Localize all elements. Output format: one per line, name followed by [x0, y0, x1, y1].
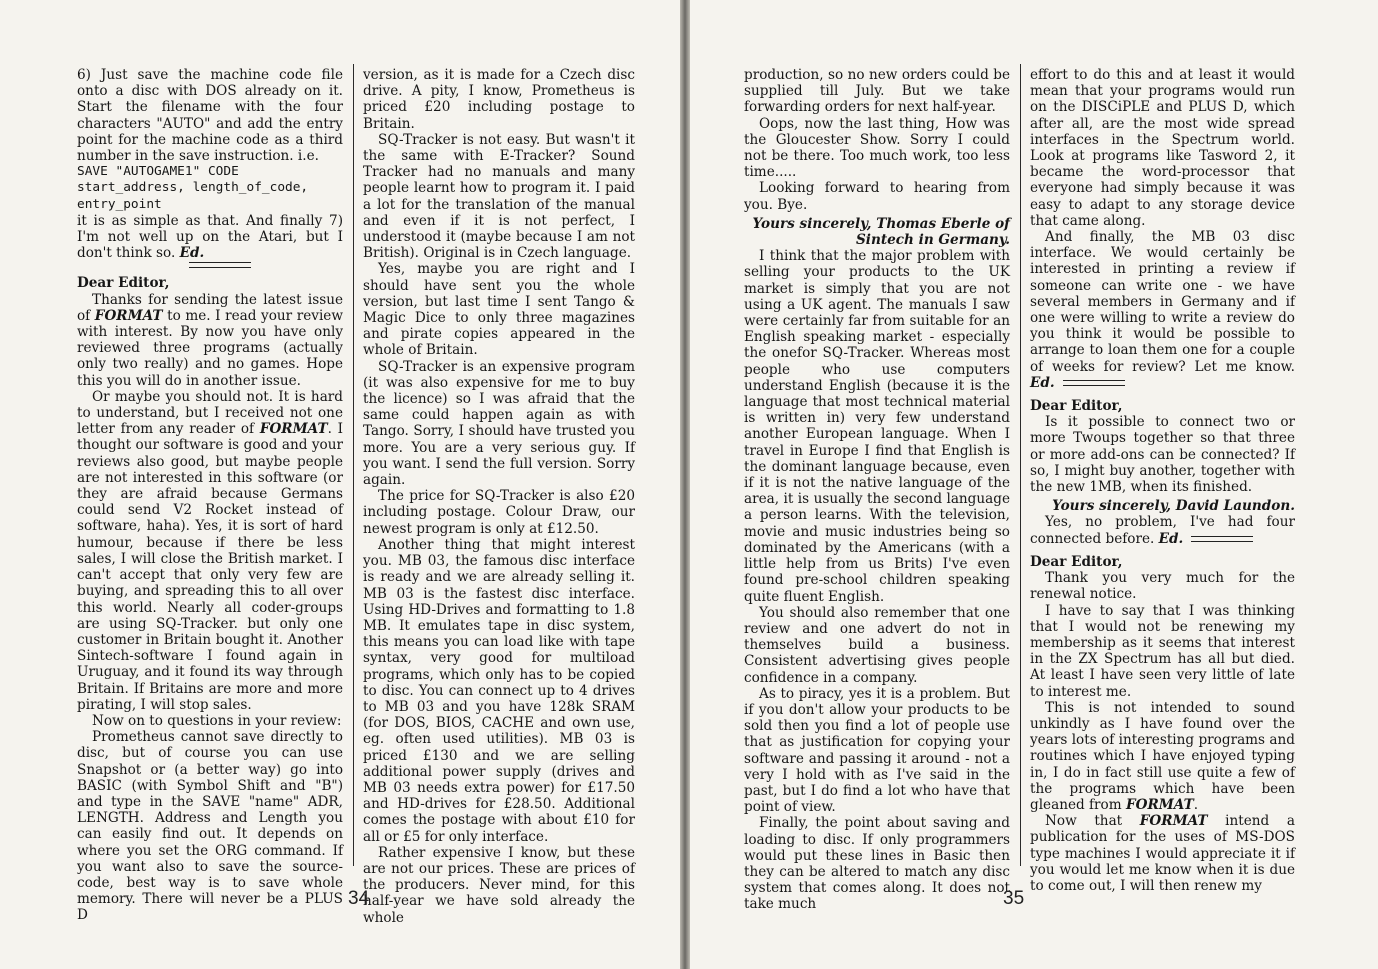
- editor-tag: Ed.: [179, 245, 205, 262]
- paragraph-text: Now on to questions in your review:: [92, 712, 342, 729]
- paragraph-text: Another thing that might interest you. MB 03, the famous disc interface is ready and we are already selling it. MB 03 is the fastest disc interface. Using HD-Drives and formatting to 1.8 MB. It emulates tape in disc system, this means you can load like with tape syntax, very good for multiload programs, which only has to be copied to disc. You can connect up to 4 drives to MB 03 and you have 128k SRAM (for DOS, BIOS, CACHE and own use, eg. often used utilities). MB 03 is priced £130 and we are selling additional power supply (drives and MB 03 needs extra power) for £17.50 and HD-drives for £28.50. Additional comes the postage with about £10 for all or £5 for only interface.: [363, 536, 635, 845]
- paragraph-text: I have to say that I was thinking that I would not be renewing my membership as it seems that interest in the ZX Spectrum has all but died. At least I have seen very little of late to interest me.: [1030, 602, 1295, 700]
- letter-salutation: Dear Editor,: [77, 275, 170, 292]
- paragraph-text: 6) Just save the machine code file onto a disc with DOS already on it. Start the filename with the four characters "AUTO" and add the entry point for the machine code as a third number in the save instruction. i.e.: [77, 67, 343, 165]
- paragraph-text: Thank you very much for the renewal notice.: [1030, 570, 1295, 603]
- body-paragraph: [1030, 414, 1295, 495]
- paragraph-text: The price for SQ-Tracker is also £20 including postage. Colour Draw, our newest program is only at £12.50.: [363, 488, 635, 537]
- right-page-column-1: [744, 67, 1010, 913]
- page-number-right: 35: [1003, 888, 1025, 909]
- body-paragraph: [363, 488, 635, 537]
- paragraph-text: You should also remember that one review and one advert do not in themselves build a business. Consistent advertising gives people confidence in a company.: [744, 604, 1010, 686]
- paragraph-text: SQ-Tracker is not easy. But wasn't it the same with E-Tracker? Sound Tracker had no manuals and many people learnt how to program it. I paid a lot for the translation of the manual and even if it is not perfect, I understood it (maybe because I am not British). Original is in Czech language.: [363, 131, 635, 262]
- body-paragraph: [363, 261, 635, 358]
- paragraph-text: it is as simple as that. And finally 7) I'm not well up on the Atari, but I don't think so.: [77, 212, 343, 262]
- left-page-column-2: [363, 67, 635, 926]
- paragraph-text: SQ-Tracker is an expensive program (it was also expensive for me to buy the licence) so I was afraid that the same could happen again as with Tango. Sorry, I should have trusted you more. You are a very serious guy. If you want. I send the full version. Sorry again.: [363, 358, 635, 489]
- paragraph-text: Oops, now the last thing, How was the Gloucester Show. Sorry I could not be there. Too much work, too less time.....: [744, 115, 1010, 181]
- paragraph-text: Looking forward to hearing from you. Bye.: [744, 180, 1010, 213]
- separator-rule: [1191, 536, 1253, 542]
- body-paragraph: [363, 67, 635, 132]
- paragraph-text: This is not intended to sound unkindly as I have found over the years lots of interesting programs and routines which I have enjoyed typing in, I do in fact still use quite a few of the programs which have been gleaned from FORMAT.: [1030, 699, 1295, 813]
- editor-tag: Ed.: [1030, 374, 1055, 391]
- body-paragraph: [1030, 700, 1295, 813]
- paragraph-text: And finally, the MB 03 disc interface. We would certainly be interested in printing a review if someone can write one - we have several members in Germany and if one were willing to write a review do you think it would be possible to arrange to loan them one for a couple of weeks for review? Let me know.: [1030, 229, 1295, 375]
- body-paragraph: [744, 248, 1010, 604]
- body-paragraph: [744, 180, 1010, 212]
- paragraph-text: Now that FORMAT intend a publication for the uses of MS-DOS type machines I would appreciate it if you would let me know when it is due to come out, I will then renew my: [1030, 813, 1295, 894]
- body-paragraph: [744, 815, 1010, 912]
- editor-tag: Ed.: [1158, 530, 1184, 547]
- book-gutter: [680, 0, 690, 969]
- paragraph-text: Thanks for sending the latest issue of FORMAT to me. I read your review with interest. By now you have only reviewed three programs (actually only two really) and no games. Hope this you will do in another issue.: [77, 291, 343, 389]
- paragraph-text: effort to do this and at least it would mean that your programs would run on the DISCiPLE and PLUS D, which after all, are the most wide spread interfaces in the Spectrum world. Look at programs like Tasword 2, it became the word-processor that everyone had simply because it was easy to adapt to any storage device that came along.: [1030, 67, 1295, 229]
- letter-salutation: Dear Editor,: [1030, 553, 1123, 570]
- paragraph-text: version, as it is made for a Czech disc drive. A pity, I know, Prometheus is priced £20 including postage to Britain.: [363, 67, 635, 132]
- paragraph-text: Yes, no problem, I've had four connected before.: [1030, 514, 1295, 547]
- paragraph-text: Finally, the point about saving and loading to disc. If only programmers would put these lines in Basic then they can be altered to match any disc system that comes along. It does not take much: [744, 815, 1010, 913]
- letter-signature: Yours sincerely, David Laundon.: [1052, 498, 1295, 515]
- paragraph-text: production, so no new orders could be supplied till July. But we take forwarding orders for next half-year.: [744, 67, 1010, 116]
- body-paragraph: [744, 67, 1010, 116]
- left-page-column-1: [77, 67, 343, 924]
- letter-signature: Yours sincerely, Thomas Eberle of Sintech in Germany.: [752, 215, 1010, 249]
- column-divider-left: [353, 64, 354, 866]
- code-line: SAVE "AUTOGAME1" CODE start_address, length_of_code, entry_point: [77, 164, 309, 212]
- paragraph-text: Prometheus cannot save directly to disc, but of course you can use Snapshot or (a better way) go into BASIC (with Symbol Shift and "B") and type in the SAVE "name" ADR, LENGTH. Address and Length you can easily find out. It depends on where you set the ORG command. If you want also to save the source-code, best way is to save whole memory. There will never be a PLUS D: [77, 729, 343, 924]
- paragraph-text: As to piracy, yes it is a problem. But if you don't allow your products to be sold then you find a lot of people use that as justification for copying your software and passing it around - not a very I hold with as I've said in the past, but I do find a lot who have that point of view.: [744, 685, 1010, 816]
- paragraph-text: Rather expensive I know, but these are not our prices. These are prices of the producers. Never mind, for this half-year we have sold already the whole: [363, 844, 635, 926]
- separator-rule: [1063, 380, 1125, 386]
- paragraph-text: I think that the major problem with selling your products to the UK market is simply that you are not using a UK agent. The manuals I saw were certainly far from suitable for an English speaking market - especially the onefor SQ-Tracker. Whereas most people who use computers understand English (because it is the language that most technical material is written in) very few understand another European language. When I travel in Europe I find that English is the dominant language because, even if it is not the native language of the area, it is usually the second language a person learns. With the television, movie and music industries being so dominated by the Americans (with a little help from us Brits) I've even found pre-school children speaking quite fluent English.: [744, 248, 1010, 605]
- right-page-column-2: [1030, 67, 1295, 894]
- paragraph-text: Is it possible to connect two or more Twoups together so that three or more add-ons can be connected? If so, I might buy another, together with the new 1MB, when its finished.: [1030, 414, 1295, 496]
- body-paragraph: [77, 389, 343, 713]
- body-paragraph: [77, 292, 343, 389]
- body-paragraph: [363, 537, 635, 845]
- body-paragraph: [1030, 813, 1295, 894]
- column-divider-right: [1020, 64, 1021, 866]
- body-paragraph: [744, 686, 1010, 816]
- body-paragraph: [1030, 570, 1295, 602]
- body-paragraph: [1030, 67, 1295, 229]
- body-paragraph: [77, 67, 343, 164]
- body-paragraph: [1030, 514, 1295, 546]
- body-paragraph: [77, 729, 343, 923]
- body-paragraph: [1030, 603, 1295, 700]
- body-paragraph: [744, 116, 1010, 181]
- body-paragraph: [363, 132, 635, 262]
- paragraph-text: Or maybe you should not. It is hard to understand, but I received not one letter from any reader of FORMAT. I thought our software is good and your reviews also good, but maybe people are not interested in this software (or they are afraid because Germans could send V2 Rocket instead of software, haha). Yes, it is sort of hard humour, because if there be less sales, I will close the British market. I can't accept that only very few are buying, and spreading this to all over this world. Nearly all coder-groups are using SQ-Tracker. but only one customer in Britain bought it. Another Sintech-software I found again in Uruguay, and it found its way through Britain. If Britains are more and more pirating, I will stop sales.: [77, 388, 344, 713]
- body-paragraph: [77, 213, 343, 262]
- body-paragraph: [363, 359, 635, 489]
- page-number-left: 34: [348, 888, 370, 909]
- body-paragraph: [744, 605, 1010, 686]
- letter-salutation: Dear Editor,: [1030, 398, 1123, 415]
- separator-rule: [189, 262, 251, 268]
- body-paragraph: [1030, 229, 1295, 391]
- body-paragraph: [77, 713, 343, 729]
- paragraph-text: Yes, maybe you are right and I should have sent you the whole version, but last time I sent Tango & Magic Dice to only three magazines and pirate copies appeared in the whole of Britain.: [363, 261, 635, 359]
- body-paragraph: [363, 845, 635, 926]
